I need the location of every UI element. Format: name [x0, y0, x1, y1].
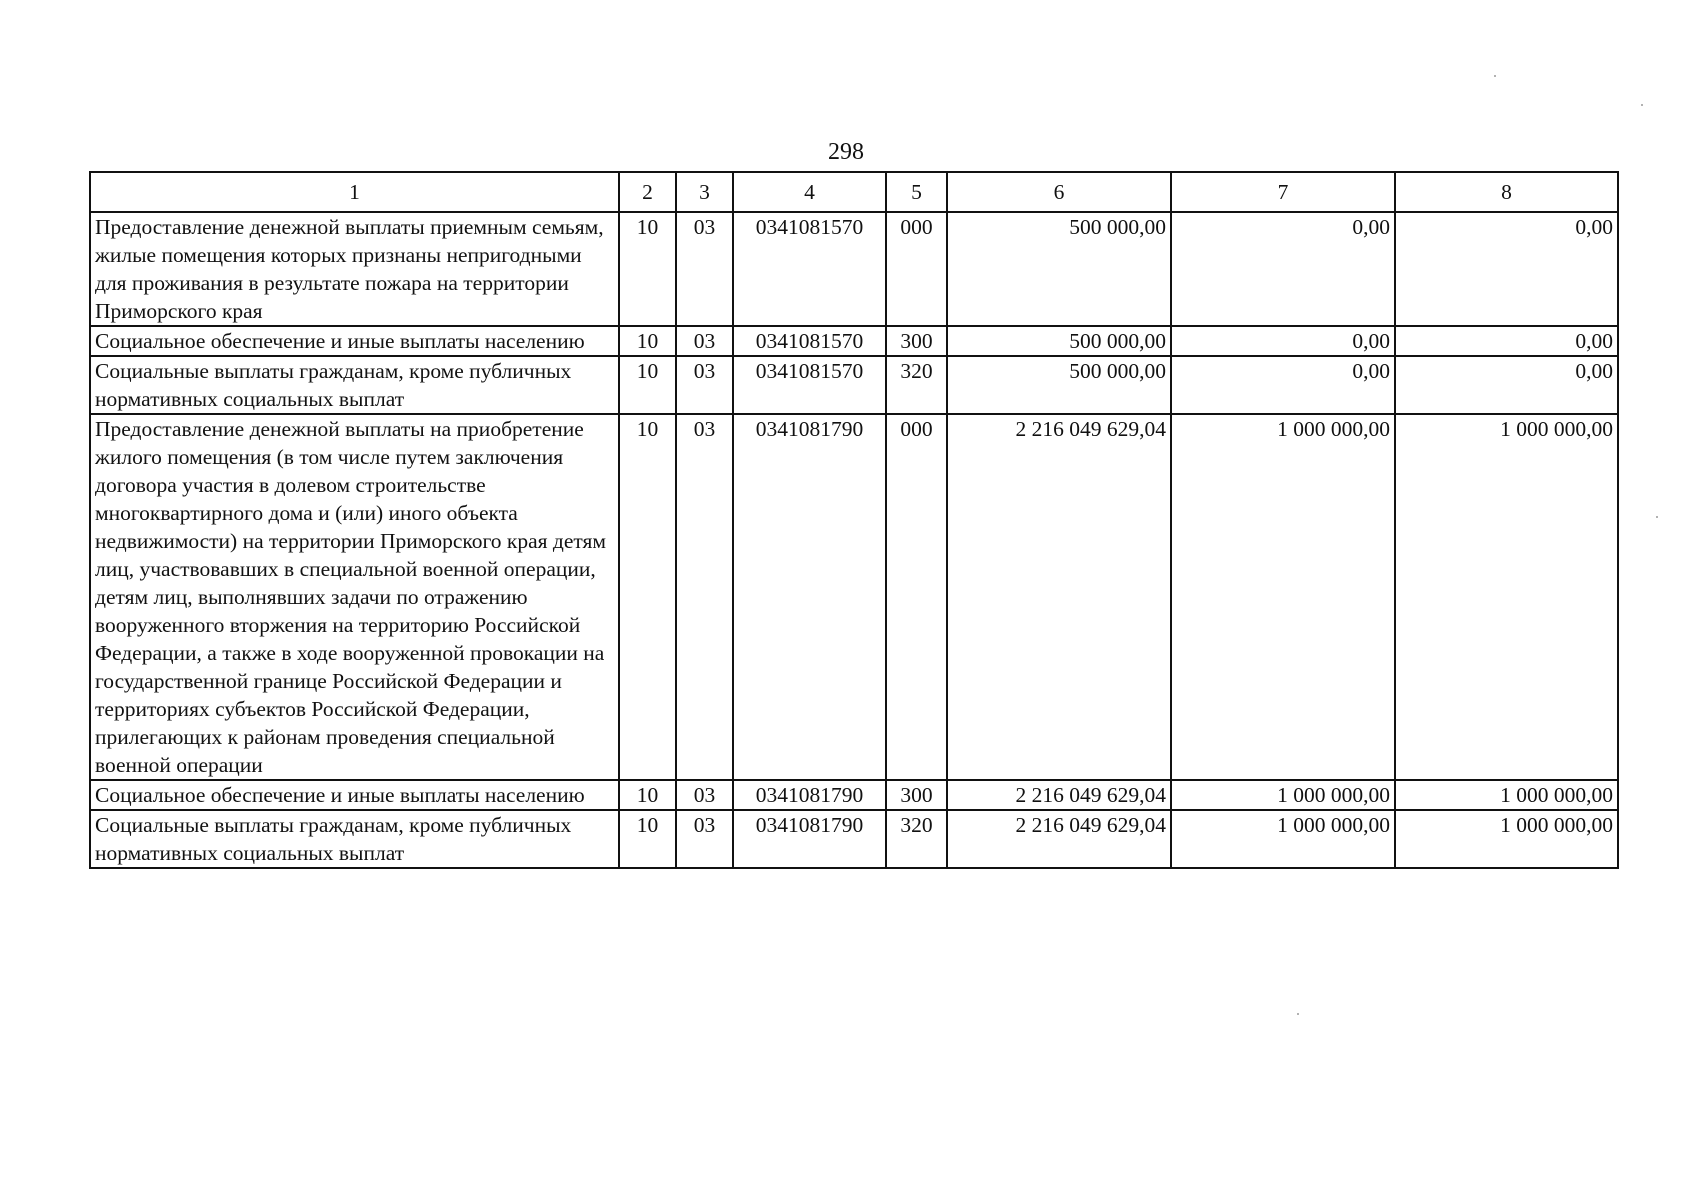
- subsection-code-cell: 03: [676, 810, 733, 868]
- scan-speck: [1494, 75, 1496, 77]
- column-header-3: 3: [676, 172, 733, 212]
- subsection-code-cell: 03: [676, 326, 733, 356]
- target-article-cell: 0341081570: [733, 356, 886, 414]
- subsection-code-cell: 03: [676, 780, 733, 810]
- column-header-5: 5: [886, 172, 947, 212]
- amount-col8-cell: 1 000 000,00: [1395, 414, 1618, 780]
- page-number: 298: [828, 139, 864, 165]
- amount-col7-cell: 0,00: [1171, 212, 1395, 326]
- scan-speck: [1656, 516, 1658, 518]
- subsection-code-cell: 03: [676, 414, 733, 780]
- amount-col6-cell: 500 000,00: [947, 356, 1171, 414]
- amount-col7-cell: 1 000 000,00: [1171, 810, 1395, 868]
- row-name-cell: Предоставление денежной выплаты на приобретение жилого помещения (в том числе путем заключения договора участия в долевом строительстве многоквартирного дома и (или) иного объекта недвижимости) на территории Приморского края детям лиц, участвовавших в специальной военной операции, детям лиц, выполнявших задачи по отражению вооруженного вторжения на территорию Российской Федерации, а также в ходе вооруженной провокации на государственной границе Российской Федерации и территориях субъектов Российской Федерации, прилегающих к районам проведения специальной военной операции: [90, 414, 619, 780]
- row-name-cell: Социальные выплаты гражданам, кроме публичных нормативных социальных выплат: [90, 810, 619, 868]
- amount-col6-cell: 2 216 049 629,04: [947, 414, 1171, 780]
- expense-type-cell: 300: [886, 780, 947, 810]
- table-row: [90, 780, 1618, 810]
- section-code-cell: 10: [619, 356, 676, 414]
- target-article-cell: 0341081790: [733, 780, 886, 810]
- amount-col8-cell: 0,00: [1395, 326, 1618, 356]
- column-header-1: 1: [90, 172, 619, 212]
- row-name-cell: Социальное обеспечение и иные выплаты населению: [90, 780, 619, 810]
- expense-type-cell: 000: [886, 414, 947, 780]
- table-row: [90, 810, 1618, 868]
- expense-type-cell: 320: [886, 356, 947, 414]
- subsection-code-cell: 03: [676, 356, 733, 414]
- section-code-cell: 10: [619, 326, 676, 356]
- expense-type-cell: 300: [886, 326, 947, 356]
- amount-col6-cell: 2 216 049 629,04: [947, 810, 1171, 868]
- amount-col6-cell: 500 000,00: [947, 212, 1171, 326]
- header-row: [90, 172, 1618, 212]
- row-name-cell: Предоставление денежной выплаты приемным семьям, жилые помещения которых признаны непригодными для проживания в результате пожара на территории Приморского края: [90, 212, 619, 326]
- budget-table: [89, 171, 1619, 869]
- scan-speck: [1297, 1013, 1299, 1015]
- section-code-cell: 10: [619, 780, 676, 810]
- target-article-cell: 0341081570: [733, 212, 886, 326]
- amount-col7-cell: 0,00: [1171, 326, 1395, 356]
- amount-col8-cell: 1 000 000,00: [1395, 780, 1618, 810]
- table-row: [90, 414, 1618, 780]
- target-article-cell: 0341081790: [733, 414, 886, 780]
- section-code-cell: 10: [619, 212, 676, 326]
- amount-col6-cell: 500 000,00: [947, 326, 1171, 356]
- target-article-cell: 0341081790: [733, 810, 886, 868]
- section-code-cell: 10: [619, 414, 676, 780]
- scan-speck: [1641, 104, 1643, 106]
- amount-col8-cell: 0,00: [1395, 212, 1618, 326]
- column-header-6: 6: [947, 172, 1171, 212]
- column-header-7: 7: [1171, 172, 1395, 212]
- amount-col6-cell: 2 216 049 629,04: [947, 780, 1171, 810]
- amount-col8-cell: 0,00: [1395, 356, 1618, 414]
- table-row: [90, 212, 1618, 326]
- table-row: [90, 326, 1618, 356]
- target-article-cell: 0341081570: [733, 326, 886, 356]
- table-row: [90, 356, 1618, 414]
- subsection-code-cell: 03: [676, 212, 733, 326]
- column-header-2: 2: [619, 172, 676, 212]
- expense-type-cell: 000: [886, 212, 947, 326]
- row-name-cell: Социальное обеспечение и иные выплаты населению: [90, 326, 619, 356]
- amount-col7-cell: 1 000 000,00: [1171, 414, 1395, 780]
- amount-col7-cell: 0,00: [1171, 356, 1395, 414]
- section-code-cell: 10: [619, 810, 676, 868]
- column-header-4: 4: [733, 172, 886, 212]
- amount-col8-cell: 1 000 000,00: [1395, 810, 1618, 868]
- column-header-8: 8: [1395, 172, 1618, 212]
- expense-type-cell: 320: [886, 810, 947, 868]
- amount-col7-cell: 1 000 000,00: [1171, 780, 1395, 810]
- row-name-cell: Социальные выплаты гражданам, кроме публичных нормативных социальных выплат: [90, 356, 619, 414]
